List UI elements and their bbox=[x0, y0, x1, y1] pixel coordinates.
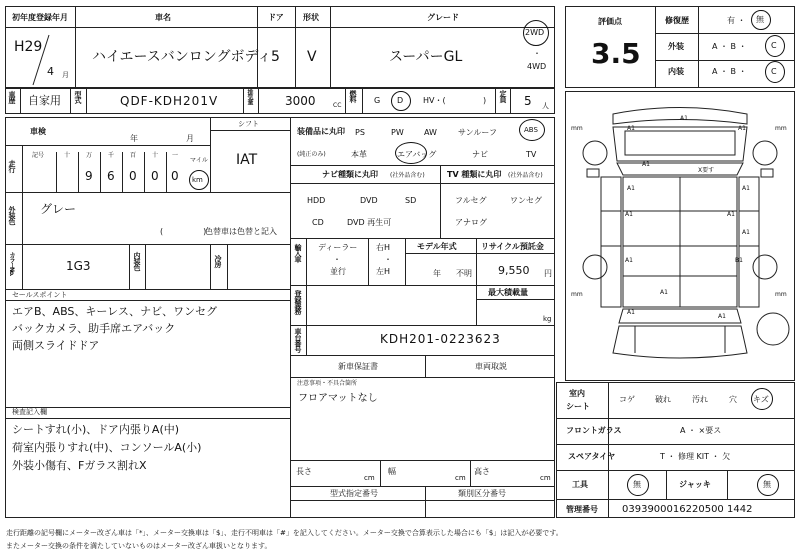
mile-label: マイル bbox=[190, 157, 208, 164]
tv-oneseg: ワンセグ bbox=[510, 196, 542, 205]
category-number-label: 類別区分番号 bbox=[458, 489, 506, 498]
repair-options: 有 ・ bbox=[727, 16, 746, 25]
door-value: 5 bbox=[271, 49, 280, 65]
glass-value: A ・ ×要ス bbox=[680, 426, 722, 435]
seat-kizu: キズ bbox=[753, 395, 769, 404]
import-left-h: 左H bbox=[376, 267, 391, 276]
x-note: X要す bbox=[698, 167, 715, 174]
mileage-digit-2: 0 bbox=[129, 169, 137, 183]
color-paren: ( ) bbox=[160, 227, 207, 236]
navi-cd: CD bbox=[312, 218, 324, 227]
equip-sunroof: サンルーフ bbox=[458, 128, 497, 137]
mark-11: A1 bbox=[660, 289, 668, 296]
checker-line-2: 外装小傷有、Fガラス割れX bbox=[12, 459, 147, 472]
cooler-label: 冷房 bbox=[214, 255, 222, 267]
mm-2: mm bbox=[571, 291, 583, 298]
equip-pw: PW bbox=[391, 128, 404, 137]
drive-2wd: 2WD bbox=[525, 28, 545, 37]
sales-label: セールスポイント bbox=[12, 291, 68, 299]
shaken-month-unit: 月 bbox=[186, 134, 194, 143]
equip-tv: TV bbox=[526, 150, 537, 159]
int-c: C bbox=[771, 67, 777, 76]
reg-month: 4 bbox=[47, 65, 54, 78]
int-label: 内装 bbox=[668, 67, 684, 76]
jack-label: ジャッキ bbox=[679, 480, 711, 489]
shaken-year-unit: 年 bbox=[130, 134, 138, 143]
fuel-label: 燃料 bbox=[349, 90, 357, 102]
mark-5: A1 bbox=[742, 185, 750, 192]
shape-label: 形状 bbox=[303, 13, 319, 22]
recycle-unit: 円 bbox=[544, 269, 552, 278]
digit-label-0: 記号 bbox=[32, 152, 45, 159]
equip-aw: AW bbox=[424, 128, 437, 137]
mileage-digit-1: 6 bbox=[107, 169, 115, 183]
digit-label-1: 十 bbox=[64, 152, 71, 159]
tv-label: TV 種類に丸印 bbox=[447, 170, 502, 179]
grade-label: グレード bbox=[427, 13, 459, 22]
fuel-close: ) bbox=[483, 96, 487, 105]
model-label: 型式 bbox=[74, 91, 82, 103]
mileage-digit-0: 9 bbox=[85, 169, 93, 183]
grade-value: スーパーGL bbox=[389, 49, 463, 65]
shift-label: シフト bbox=[238, 120, 259, 128]
mark-6: A1 bbox=[727, 211, 735, 218]
max-load-kg: kg bbox=[543, 315, 552, 323]
spare-value: T ・ 修理 KIT ・ 欠 bbox=[660, 452, 731, 461]
tv-analog: アナログ bbox=[455, 218, 487, 227]
navi-dvd-play: DVD 再生可 bbox=[347, 218, 392, 227]
dim-height-cm: cm bbox=[540, 474, 551, 482]
mileage-digit-4: 0 bbox=[171, 169, 179, 183]
dim-length-cm: cm bbox=[364, 474, 375, 482]
cap-unit: 人 bbox=[542, 102, 549, 110]
mileage-label: 走行 bbox=[8, 160, 16, 172]
navi-sub: (社外品含む) bbox=[390, 172, 425, 179]
type-number-label: 型式指定番号 bbox=[330, 489, 378, 498]
dim-width-label: 幅 bbox=[388, 467, 396, 476]
row2-frame bbox=[5, 88, 555, 114]
ext-options: A ・ B ・ bbox=[712, 42, 747, 51]
seat-item-3: 穴 bbox=[729, 395, 737, 404]
model-value: QDF-KDH201V bbox=[120, 94, 219, 108]
ext-label: 外装 bbox=[668, 42, 684, 51]
import-parallel: 並行 bbox=[330, 267, 346, 276]
chassis-label: 車台番号 bbox=[294, 328, 302, 352]
mgmt-value: 0393900016220500 1442 bbox=[622, 504, 753, 515]
checker-label: 検査記入欄 bbox=[12, 408, 47, 416]
cap-value: 5 bbox=[524, 94, 532, 108]
seat-item-0: コゲ bbox=[619, 395, 635, 404]
shape-value: V bbox=[307, 49, 317, 65]
import-dot: ・ bbox=[333, 255, 341, 264]
mark-3: A1 bbox=[642, 161, 650, 168]
checker-line-1: 荷室内張りすれ(中)、コンソールA(小) bbox=[12, 441, 202, 454]
mm-3: mm bbox=[775, 291, 787, 298]
notes-label: 注意事項・不具合箇所 bbox=[297, 380, 358, 387]
mark-10: B1 bbox=[735, 257, 743, 264]
score-label: 評価点 bbox=[598, 17, 622, 26]
color-no-value: 1G3 bbox=[66, 259, 91, 273]
model-year-unknown: 不明 bbox=[456, 269, 472, 278]
notes-value: フロアマットなし bbox=[298, 393, 378, 404]
car-diagram-icon bbox=[565, 91, 795, 381]
repair-label: 修復歴 bbox=[665, 16, 689, 25]
tool-none: 無 bbox=[633, 480, 641, 489]
mileage-digit-3: 0 bbox=[151, 169, 159, 183]
reg-month-unit: 月 bbox=[62, 71, 69, 79]
equip-sub: (純正のみ) bbox=[297, 151, 326, 158]
manual-label: 車両取説 bbox=[475, 362, 507, 371]
mark-8: A1 bbox=[742, 229, 750, 236]
mark-9: A1 bbox=[625, 257, 633, 264]
cap-label: 定員 bbox=[499, 90, 507, 102]
mgmt-label: 管理番号 bbox=[566, 505, 598, 514]
door-label: ドア bbox=[268, 13, 284, 22]
equip-ps: PS bbox=[355, 128, 365, 137]
import-right-h: 右H bbox=[376, 243, 391, 252]
fuel-d: D bbox=[397, 96, 404, 105]
cc-label: 排気量 bbox=[246, 89, 253, 104]
color-label: 外装色 bbox=[8, 206, 16, 224]
mark-4: A1 bbox=[627, 185, 635, 192]
mark-12: A1 bbox=[627, 309, 635, 316]
model-year-label: モデル年式 bbox=[417, 242, 457, 251]
use-value: 自家用 bbox=[28, 94, 61, 107]
drive-dot: ・ bbox=[533, 49, 541, 58]
equip-label: 装備品に丸印 bbox=[297, 127, 345, 136]
mm-0: mm bbox=[571, 125, 583, 132]
glass-label: フロントガラス bbox=[566, 426, 622, 435]
navi-dvd: DVD bbox=[360, 196, 378, 205]
equip-airbag: エアバッグ bbox=[397, 150, 437, 159]
digit-label-6: 一 bbox=[172, 152, 179, 159]
import-dealer: ディーラー bbox=[318, 243, 358, 252]
import-dot-2: ・ bbox=[384, 255, 392, 264]
digit-label-3: 千 bbox=[108, 152, 115, 159]
equip-navi: ナビ bbox=[472, 150, 488, 159]
cc-value: 3000 bbox=[285, 94, 316, 108]
score-value: 3.5 bbox=[591, 37, 641, 70]
digit-label-5: 十 bbox=[152, 152, 159, 159]
cc-unit: CC bbox=[333, 102, 342, 109]
digit-label-2: 万 bbox=[86, 152, 93, 159]
reg-duty-label: 登録義務 bbox=[294, 290, 302, 314]
fuel-g: G bbox=[374, 96, 381, 105]
equip-leather: 本革 bbox=[351, 150, 367, 159]
mark-7: A1 bbox=[625, 211, 633, 218]
navi-label: ナビ種類に丸印 bbox=[322, 170, 378, 179]
import-label: 輸入車 bbox=[294, 244, 302, 262]
equip-abs: ABS bbox=[524, 126, 538, 134]
int-options: A ・ B ・ bbox=[712, 67, 747, 76]
navi-hdd: HDD bbox=[307, 196, 326, 205]
mark-0: A1 bbox=[680, 115, 688, 122]
tv-fullseg: フルセグ bbox=[455, 196, 487, 205]
car-name-label: 車名 bbox=[155, 13, 171, 22]
tool-label: 工具 bbox=[572, 480, 588, 489]
chassis-value: KDH201-0223623 bbox=[380, 332, 501, 346]
model-year-unit: 年 bbox=[433, 269, 441, 278]
spare-label: スペアタイヤ bbox=[568, 452, 616, 461]
reg-era: H29 bbox=[14, 39, 43, 55]
car-name-value: ハイエースバンロングボディ bbox=[92, 49, 272, 65]
checker-line-0: シートすれ(小)、ドア内張りA(中) bbox=[12, 423, 180, 436]
dim-height-label: 高さ bbox=[474, 467, 490, 476]
seat-item-2: 汚れ bbox=[692, 395, 708, 404]
footer-line-2: またメーター交換の条件を満たしていないものはメーター改ざん車扱いとなります。 bbox=[6, 542, 272, 550]
km-label: km bbox=[192, 176, 203, 184]
int-color-label: 内装色 bbox=[133, 252, 141, 270]
mm-1: mm bbox=[775, 125, 787, 132]
use-label: 車歴 bbox=[8, 91, 16, 103]
color-no-label: カラーNo. bbox=[8, 252, 15, 276]
navi-sd: SD bbox=[405, 196, 417, 205]
seat-item-1: 破れ bbox=[655, 395, 671, 404]
digit-label-4: 百 bbox=[130, 152, 137, 159]
warranty-label: 新車保証書 bbox=[338, 362, 378, 371]
drive-4wd: 4WD bbox=[527, 62, 547, 71]
mark-13: A1 bbox=[718, 313, 726, 320]
sales-line-2: 両側スライドドア bbox=[12, 339, 100, 352]
recycle-value: 9,550 bbox=[498, 264, 530, 277]
mark-1: A1 bbox=[627, 125, 635, 132]
tv-sub: (社外品含む) bbox=[508, 172, 543, 179]
reg-year-label: 初年度登録年月 bbox=[12, 13, 68, 22]
footer-line-1: 走行距離の記号欄にメーター改ざん車は「*」、メーター交換車は「$」、走行不明車は「#」を記入してください。メーター交換で合算表示した場合にも「$」は記入が必要です。 bbox=[6, 529, 563, 537]
repair-none: 無 bbox=[756, 15, 764, 24]
color-value: グレー bbox=[40, 202, 77, 216]
color-note: 色替車は色替と記入 bbox=[205, 227, 277, 236]
seat-label-1: 室内 bbox=[569, 389, 585, 398]
ext-c: C bbox=[771, 41, 777, 50]
jack-none: 無 bbox=[763, 480, 771, 489]
fuel-hv: HV・( bbox=[423, 96, 446, 105]
shift-value: IAT bbox=[236, 152, 258, 168]
mark-2: A1 bbox=[738, 125, 746, 132]
shaken-label: 車検 bbox=[30, 127, 46, 136]
sales-line-0: エアB、ABS、キーレス、ナビ、ワンセグ bbox=[12, 305, 218, 318]
seat-label-2: シート bbox=[566, 402, 590, 411]
dim-length-label: 長さ bbox=[296, 467, 312, 476]
dim-width-cm: cm bbox=[455, 474, 466, 482]
recycle-label: リサイクル預託金 bbox=[481, 242, 544, 251]
sales-line-1: バックカメラ、助手席エアバック bbox=[12, 322, 176, 335]
max-load-label: 最大積載量 bbox=[488, 288, 528, 297]
